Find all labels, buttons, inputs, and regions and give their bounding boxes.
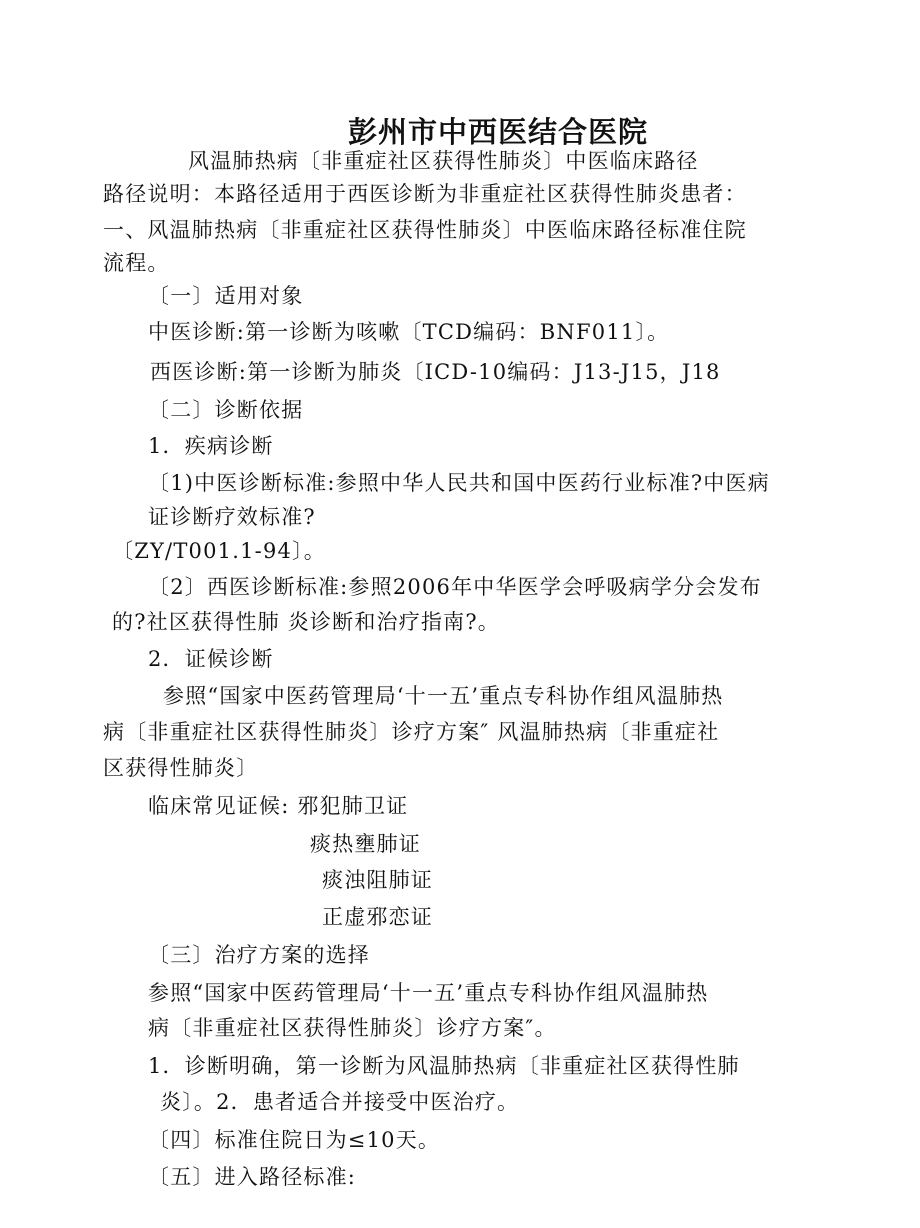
tcm-standard-line-1: 〔1)中医诊断标准:参照中华人民共和国中医药行业标准?中医病 (148, 471, 770, 495)
treatment-reference-line-1: 参照“国家中医药管理局‘十一五’重点专科协作组风温肺热 (148, 981, 709, 1005)
western-diagnosis: 西医诊断:第一诊断为肺炎〔ICD-10编码：J13-J15，J18 (150, 360, 721, 384)
western-standard-line-2: 的?社区获得性肺 炎诊断和治疗指南?。 (112, 610, 500, 634)
disease-diagnosis-heading: 1．疾病诊断 (148, 434, 274, 458)
tcm-standard-line-2: 证诊断疗效标准? (148, 505, 316, 529)
syndrome-list-label: 临床常见证候: 邪犯肺卫证 (148, 794, 409, 818)
section-1-line-2: 流程。 (103, 251, 170, 275)
document-subtitle: 风温肺热病〔非重症社区获得性肺炎〕中医临床路径 (188, 149, 699, 173)
syndrome-reference-line-3: 区获得性肺炎〕 (103, 756, 259, 780)
criteria-line-2: 炎〕。2．患者适合并接受中医治疗。 (160, 1090, 520, 1114)
tcm-standard-line-3: 〔ZY/T001.1-94〕。 (112, 539, 326, 563)
syndrome-diagnosis-heading: 2．证候诊断 (148, 647, 274, 671)
subsection-5-heading: 〔五〕进入路径标准: (148, 1165, 357, 1189)
criteria-line-1: 1．诊断明确，第一诊断为风温肺热病〔非重症社区获得性肺 (148, 1054, 740, 1078)
syndrome-reference-line-1: 参照“国家中医药管理局‘十一五’重点专科协作组风温肺热 (163, 684, 724, 708)
subsection-1-heading: 〔一〕适用对象 (148, 284, 304, 308)
subsection-2-heading: 〔二〕诊断依据 (148, 398, 304, 422)
syndrome-item-4: 正虚邪恋证 (322, 905, 433, 929)
subsection-4-heading: 〔四〕标准住院日为≤10天。 (148, 1128, 441, 1152)
section-1-line-1: 一、风温肺热病〔非重症社区获得性肺炎〕中医临床路径标准住院 (103, 218, 747, 242)
subsection-3-heading: 〔三〕治疗方案的选择 (148, 943, 370, 967)
syndrome-reference-line-2: 病〔非重症社区获得性肺炎〕诊疗方案″ 风温肺热病〔非重症社 (103, 720, 720, 744)
path-note: 路径说明：本路径适用于西医诊断为非重症社区获得性肺炎患者： (103, 182, 747, 206)
treatment-reference-line-2: 病〔非重症社区获得性肺炎〕诊疗方案″。 (148, 1016, 557, 1040)
western-standard-line-1: 〔2〕西医诊断标准:参照2006年中华医学会呼吸病学分会发布 (148, 575, 762, 599)
tcm-diagnosis: 中医诊断:第一诊断为咳嗽〔TCD编码：BNF011〕。 (148, 320, 670, 344)
syndrome-item-2: 痰热壅肺证 (310, 832, 421, 856)
syndrome-item-3: 痰浊阻肺证 (322, 868, 433, 892)
hospital-title: 彭州市中西医结合医院 (347, 115, 648, 149)
